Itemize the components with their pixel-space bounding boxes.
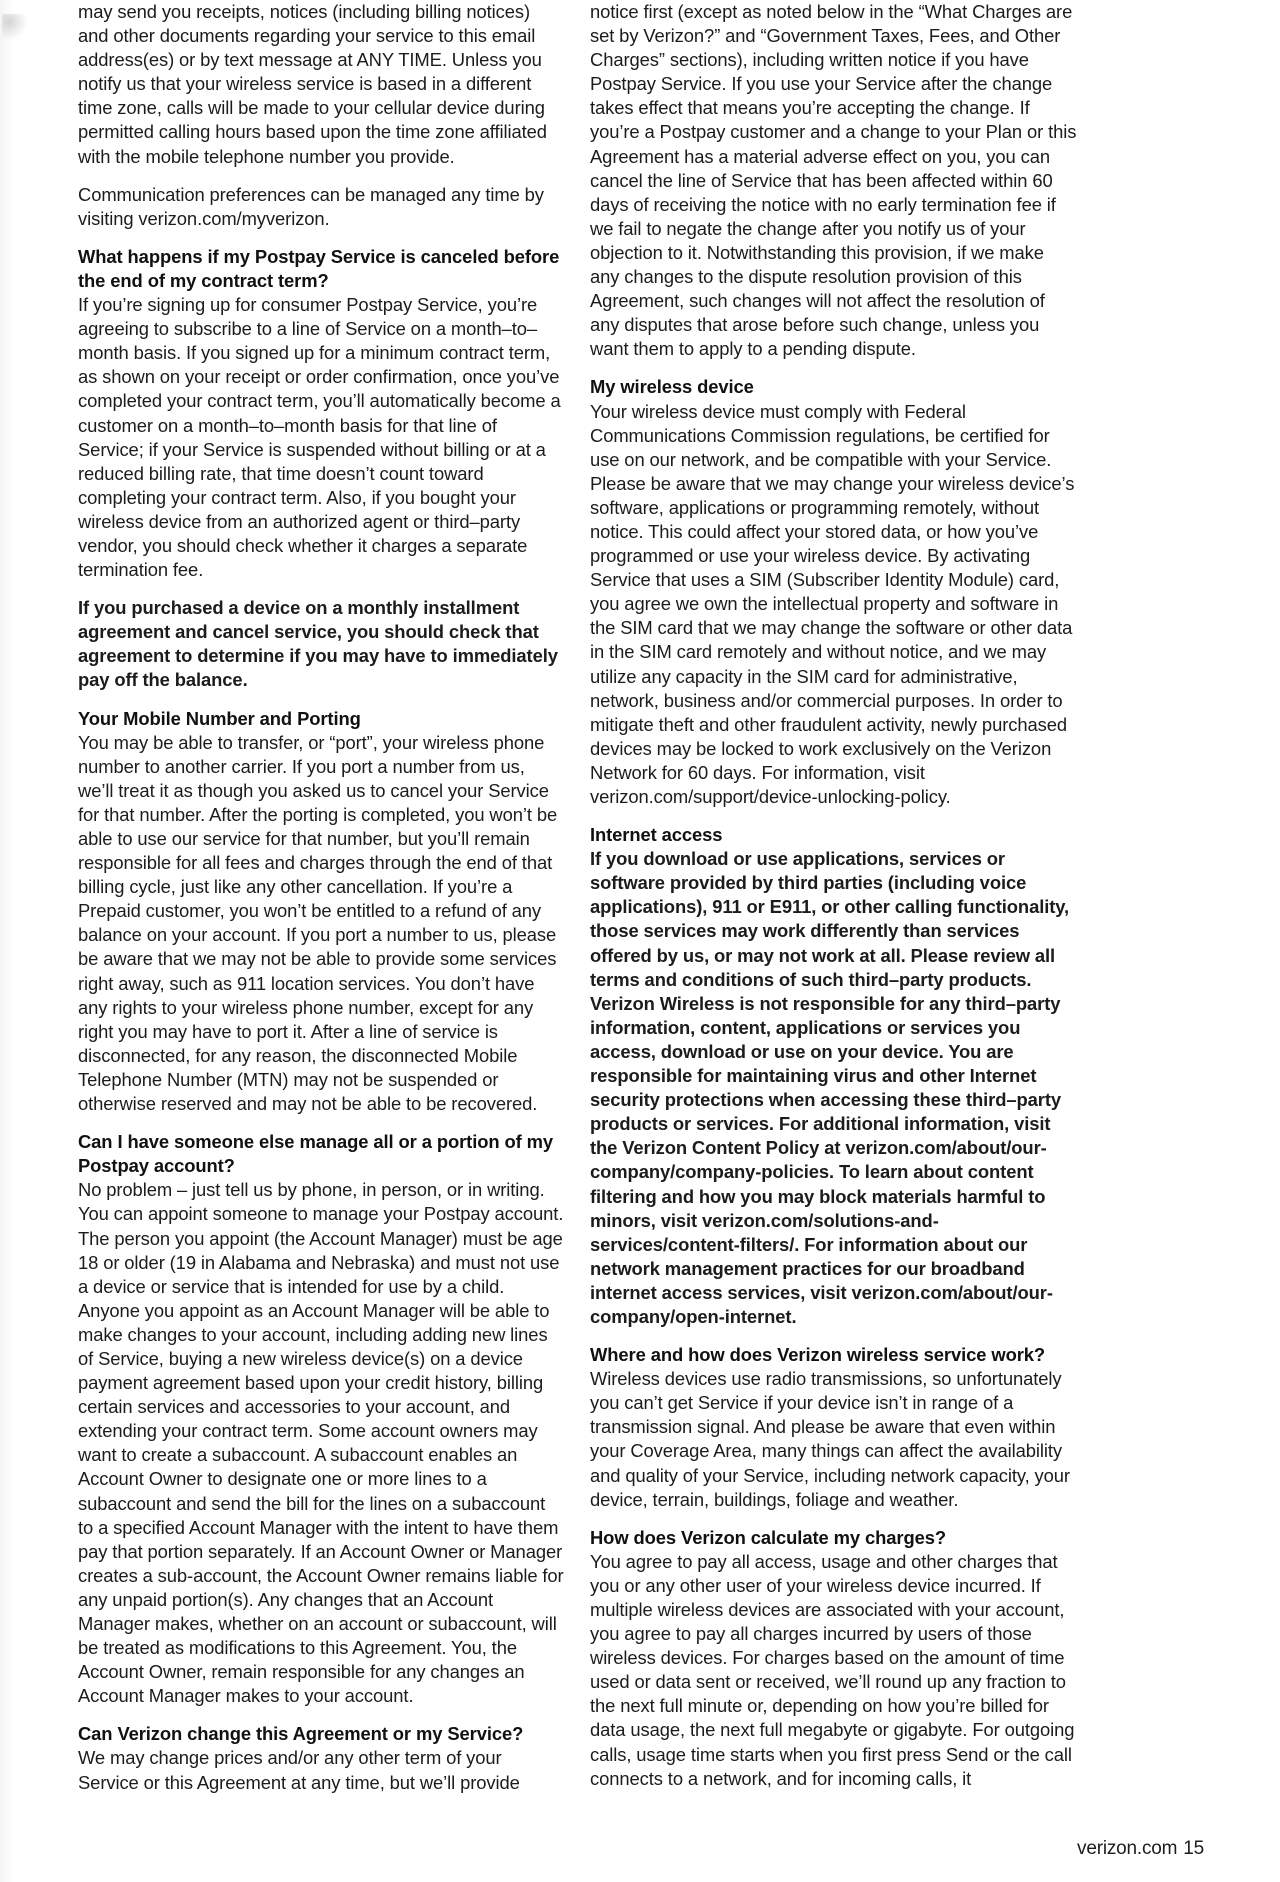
page-corner-artifact: [2, 14, 28, 40]
two-column-body: [78, 0, 1078, 1795]
paragraph-postpay-canceled: If you’re signing up for consumer Postpay Service, you’re agreeing to subscribe to a line of Service on a month–to–month basis. If you signed up for a minimum contract term, as shown on your receipt or order confirmation, once you’ve completed your contract term, you’ll automatically become a customer on a month–to–month basis for that line of Service; if your Service is suspended without billing or at a reduced billing rate, that time doesn’t count toward completing your contract term. Also, if you bought your wireless device from an authorized agent or third–party vendor, you should check whether it charges a separate termination fee.: [78, 294, 561, 581]
paragraph-internet-access: If you download or use applications, services or software provided by third parties (including voice applications), 911 or E911, or other calling functionality, those services may work differently than services offered by us, or may not work at all. Please review all terms and conditions of such third–party products. Verizon Wireless is not responsible for any third–party information, content, applications or services you access, download or use on your device. You are responsible for maintaining virus and other Internet security protections when accessing these third–party products or services. For additional information, visit the Verizon Content Policy at verizon.com/about/our-company/company-policies. To learn about content filtering and how you may block materials harmful to minors, visit verizon.com/solutions-and-services/content-filters/. For information about our network management practices for our broadband internet access services, visit verizon.com/about/our-company/open-internet.: [590, 848, 1070, 1327]
right-column: [590, 0, 1077, 1791]
paragraph-calculate-charges: You agree to pay all access, usage and other charges that you or any other user of your wireless device incurred. If multiple wireless devices are associated with your account, you agree to pay all charges incurred by users of those wireless devices. For charges based on the amount of time used or data sent or received, we’ll round up any fraction to the next full minute or, depending on how you’re billed for data usage, the next full megabyte or gigabyte. For outgoing calls, usage time starts when you first press Send or the call connects to a network, and for incoming calls, it: [590, 1550, 1075, 1789]
paragraph-my-wireless-device: Your wireless device must comply with Federal Communications Commission regulations, be certified for use on our network, and be compatible with your Service. Please be aware that we may change your wireless device’s software, applications or programming remotely, without notice. This could affect your stored data, or how you’ve programmed or use your wireless device. By activating Service that uses a SIM (Subscriber Identity Module) card, you agree we own the intellectual property and software in the SIM card that we may change the software or other data in the SIM card remotely and without notice, and we may utilize any capacity in the SIM card for administrative, network, business and/or commercial purposes. In order to mitigate theft and other fraudulent activity, newly purchased devices may be locked to work exclusively on the Verizon Network for 60 days. For information, visit verizon.com/support/device-unlocking-policy.: [590, 400, 1075, 807]
paragraph-account-manager: No problem – just tell us by phone, in person, or in writing. You can appoint someone to manage your Postpay account. The person you appoint (the Account Manager) must be age 18 or older (19 in Alabama and Nebraska) and must not use a device or service that is intended for use by a child. Anyone you appoint as an Account Manager will be able to make changes to your account, including adding new lines of Service, buying a new wireless device(s) on a device payment agreement based upon your credit history, billing certain services and accessories to your account, and extending your contract term. Some account owners may want to create a subaccount. A subaccount enables an Account Owner to designate one or more lines to a subaccount and send the bill for the lines on a subaccount to a specified Account Manager with the intent to have them pay that portion separately. If an Account Owner or Manager creates a sub-account, the Account Owner remains liable for any unpaid portion(s). Any changes that an Account Manager makes, whether on an account or subaccount, will be treated as modifications to this Agreement. You, the Account Owner, remain responsible for any changes an Account Manager makes to your account.: [78, 1179, 564, 1707]
heading-my-wireless-device: My wireless device: [590, 376, 754, 398]
paragraph-where-how-service-works: Wireless devices use radio transmissions, so unfortunately you can’t get Service if your device isn’t in range of a transmission signal. And please be aware that even within your Coverage Area, many things can affect the availability and quality of your Service, including network capacity, your device, terrain, buildings, foliage and weather.: [590, 1368, 1070, 1510]
paragraph-mobile-number-porting: You may be able to transfer, or “port”, your wireless phone number to another carrier. If you port a number from us, we’ll treat it as though you asked us to cancel your Service for that number. After the porting is completed, you won’t be able to use our service for that number, but you’ll remain responsible for all fees and charges through the end of that billing cycle, just like any other cancellation. If you’re a Prepaid customer, you won’t be entitled to a refund of any balance on your account. If you port a number to us, please be aware that we may not be able to provide some services right away, such as 911 location services. You don’t have any rights to your wireless phone number, except for any right you may have to port it. After a line of service is disconnected, for any reason, the disconnected Mobile Telephone Number (MTN) may not be suspended or otherwise reserved and may not be able to be recovered.: [78, 731, 558, 1115]
paragraph-change-agreement-continued: notice first (except as noted below in the “What Charges are set by Verizon?” and “Government Taxes, Fees, and Other Charges” sections), including written notice if you have Postpay Service. If you use your Service after the change takes effect that means you’re accepting the change. If you’re a Postpay customer and a change to your Plan or this Agreement has a material adverse effect on you, you can cancel the line of Service that has been affected within 60 days of receiving the notice with no early termination fee if we fail to negate the change after you notify us of your objection to it. Notwithstanding this provision, if we make any changes to the dispute resolution provision of this Agreement, such changes will not affect the resolution of any disputes that arose before such change, unless you want them to apply to a pending dispute.: [590, 1, 1077, 360]
page-edge-shadow: [0, 0, 14, 1882]
paragraph-change-agreement: We may change prices and/or any other term of your Service or this Agreement at any time, but we’ll provide: [78, 1747, 520, 1793]
heading-mobile-number-porting: Your Mobile Number and Porting: [78, 707, 361, 729]
heading-where-how-service-works: Where and how does Verizon wireless service work?: [590, 1344, 1046, 1366]
heading-internet-access: Internet access: [590, 824, 723, 846]
heading-postpay-canceled: What happens if my Postpay Service is canceled before the end of my contract term?: [78, 245, 560, 291]
heading-calculate-charges: How does Verizon calculate my charges?: [590, 1526, 946, 1548]
paragraph-communications-continued: may send you receipts, notices (including billing notices) and other documents regarding your service to this email address(es) or by text message at ANY TIME. Unless you notify us that your wireless service is based in a different time zone, calls will be made to your cellular device during permitted calling hours based upon the time zone affiliated with the mobile telephone number you provide.: [78, 1, 547, 167]
left-column: [78, 0, 565, 1795]
footer-site-label: verizon.com: [1077, 1838, 1178, 1859]
paragraph-installment-agreement-notice: If you purchased a device on a monthly installment agreement and cancel service, you should check that agreement to determine if you may have to immediately pay off the balance.: [78, 597, 558, 691]
page-footer: [1077, 1838, 1204, 1860]
footer-page-number: 15: [1183, 1838, 1204, 1859]
heading-account-manage-portion: Can I have someone else manage all or a portion of my Postpay account?: [78, 1131, 554, 1177]
paragraph-communication-preferences: Communication preferences can be managed any time by visiting verizon.com/myverizon.: [78, 183, 544, 229]
heading-change-agreement: Can Verizon change this Agreement or my Service?: [78, 1723, 524, 1745]
